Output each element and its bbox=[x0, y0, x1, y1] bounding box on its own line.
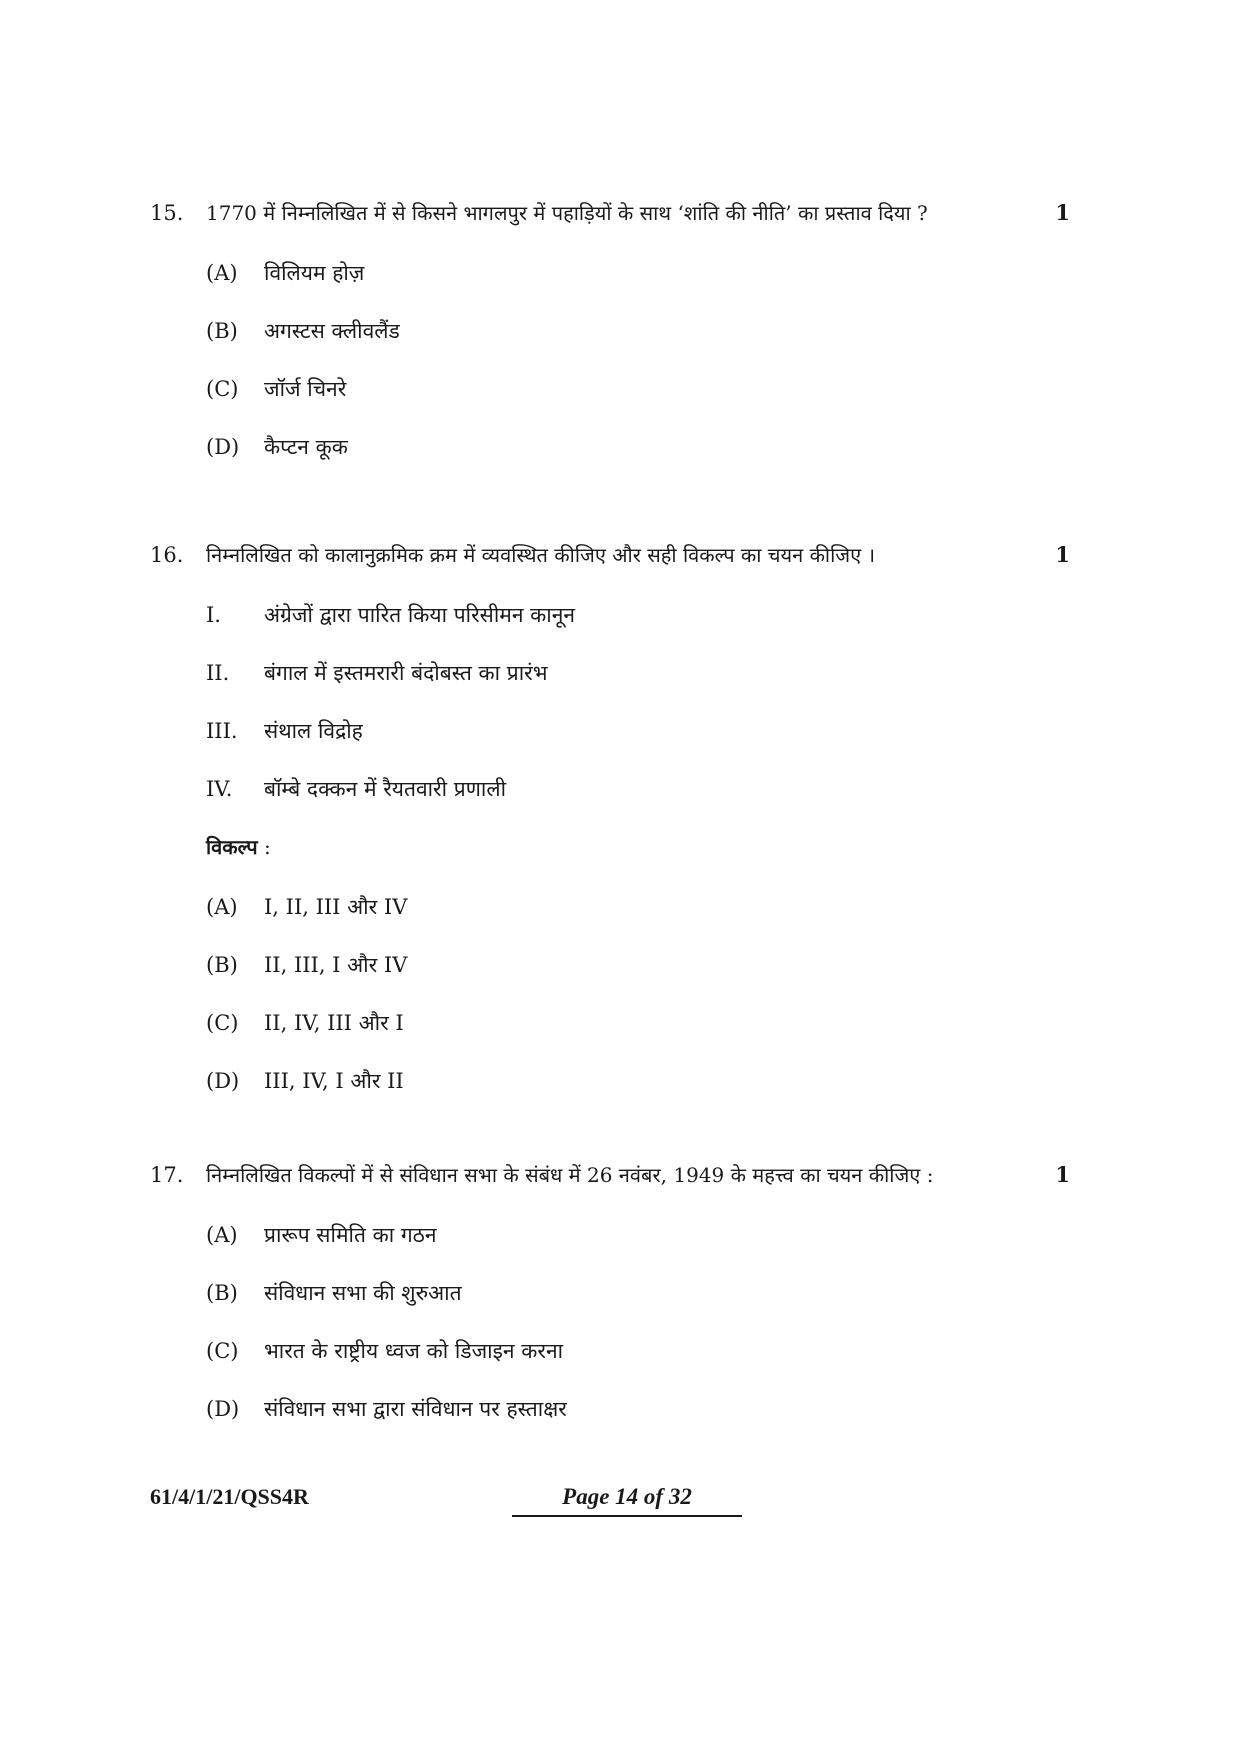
option-d bbox=[206, 1394, 567, 1424]
option-text: II, IV, III और I bbox=[264, 1011, 404, 1035]
option-text: II, III, I और IV bbox=[264, 953, 408, 977]
option-label: (C) bbox=[206, 1339, 239, 1363]
options-heading-text: विकल्प bbox=[206, 835, 258, 859]
question-text: 1770 में निम्नलिखित में से किसने भागलपुर में पहाड़ियों के साथ ‘शांति की नीति’ का प्रस्ताव दिया ? bbox=[206, 201, 928, 225]
option-label: (D) bbox=[206, 1069, 240, 1093]
option-a bbox=[206, 1220, 437, 1250]
option-b bbox=[206, 1278, 462, 1308]
question-16 bbox=[150, 540, 1070, 570]
paper-code: 61/4/1/21/QSS4R bbox=[150, 1484, 309, 1509]
page-number: Page 14 of 32 bbox=[562, 1484, 692, 1509]
option-d bbox=[206, 1066, 404, 1096]
option-a bbox=[206, 892, 407, 922]
option-a bbox=[206, 258, 364, 288]
option-text: संविधान सभा द्वारा संविधान पर हस्ताक्षर bbox=[264, 1397, 567, 1421]
question-marks: 1 bbox=[1055, 200, 1070, 225]
statement-text: बॉम्बे दक्कन में रैयतवारी प्रणाली bbox=[264, 777, 507, 801]
option-c bbox=[206, 1008, 404, 1038]
option-label: (A) bbox=[206, 895, 238, 919]
page-number-underline bbox=[512, 1515, 742, 1517]
option-label: (A) bbox=[206, 1223, 238, 1247]
option-label: (B) bbox=[206, 1281, 238, 1305]
option-label: (C) bbox=[206, 377, 239, 401]
question-marks: 1 bbox=[1055, 1162, 1070, 1187]
statement-label: I. bbox=[206, 603, 221, 627]
statement-label: II. bbox=[206, 661, 230, 685]
option-label: (C) bbox=[206, 1011, 239, 1035]
option-text: III, IV, I और II bbox=[264, 1069, 404, 1093]
statement-i bbox=[206, 600, 575, 630]
option-b bbox=[206, 950, 407, 980]
option-text: अगस्टस क्लीवलैंड bbox=[264, 319, 400, 343]
option-d bbox=[206, 432, 348, 462]
option-c bbox=[206, 374, 346, 404]
option-c bbox=[206, 1336, 563, 1366]
question-15 bbox=[150, 198, 1070, 228]
question-17 bbox=[150, 1160, 1070, 1190]
options-heading bbox=[206, 832, 271, 862]
statement-ii bbox=[206, 658, 548, 688]
option-label: (A) bbox=[206, 261, 238, 285]
statement-text: बंगाल में इस्तमरारी बंदोबस्त का प्रारंभ bbox=[264, 661, 548, 685]
statement-iv bbox=[206, 774, 506, 804]
option-text: विलियम होज़ bbox=[264, 261, 365, 285]
option-text: कैप्टन कूक bbox=[264, 435, 348, 459]
statement-label: III. bbox=[206, 719, 238, 743]
options-heading-colon: : bbox=[257, 835, 271, 859]
question-number: 17. bbox=[150, 1163, 184, 1187]
option-label: (D) bbox=[206, 1397, 240, 1421]
option-text: संविधान सभा की शुरुआत bbox=[264, 1281, 462, 1305]
option-text: भारत के राष्ट्रीय ध्वज को डिजाइन करना bbox=[264, 1339, 564, 1363]
option-label: (B) bbox=[206, 953, 238, 977]
statement-text: अंग्रेजों द्वारा पारित किया परिसीमन कानून bbox=[264, 603, 576, 627]
statement-iii bbox=[206, 716, 363, 746]
question-marks: 1 bbox=[1055, 542, 1070, 567]
option-b bbox=[206, 316, 400, 346]
question-number: 16. bbox=[150, 543, 184, 567]
statement-label: IV. bbox=[206, 777, 233, 801]
option-label: (D) bbox=[206, 435, 240, 459]
option-label: (B) bbox=[206, 319, 238, 343]
question-text: निम्नलिखित को कालानुक्रमिक क्रम में व्यवस्थित कीजिए और सही विकल्प का चयन कीजिए । bbox=[206, 543, 876, 567]
statement-text: संथाल विद्रोह bbox=[264, 719, 363, 743]
option-text: जॉर्ज चिनरे bbox=[264, 377, 347, 401]
question-text: निम्नलिखित विकल्पों में से संविधान सभा के संबंध में 26 नवंबर, 1949 के महत्त्व का चयन कीजिए : bbox=[206, 1163, 934, 1187]
question-number: 15. bbox=[150, 201, 184, 225]
option-text: प्रारूप समिति का गठन bbox=[264, 1223, 437, 1247]
option-text: I, II, III और IV bbox=[264, 895, 408, 919]
